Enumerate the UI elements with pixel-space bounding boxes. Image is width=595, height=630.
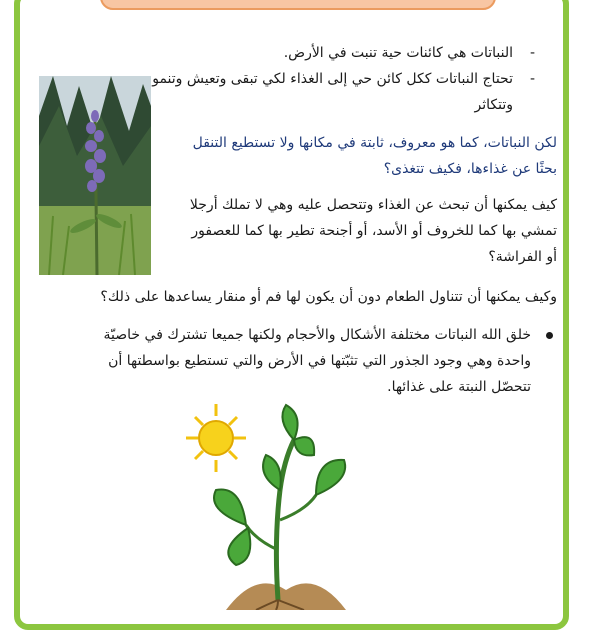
bullet-dot [546, 332, 553, 339]
paragraph-roots [87, 322, 557, 400]
paragraph-eating: وكيف يمكنها أن تتناول الطعام دون أن يكون لها فم أو منقار يساعدها على ذلك؟ [100, 289, 557, 305]
seedling-illustration [186, 400, 356, 610]
paragraph-movement: كيف يمكنها أن تبحث عن الغذاء وتتحصل عليه وهي لا تملك أرجلا تمشي بها كما للخروف أو الأسد، أو أجنحة تطير بها كما للعصفور أو الفراشة؟ [189, 197, 557, 265]
intro-bullet-list [115, 40, 535, 118]
flower-photo [39, 76, 151, 275]
bullet-dash: - [529, 71, 535, 87]
header-banner [100, 0, 496, 10]
bullet-text: النباتات هي كائنات حية تنبت في الأرض. [283, 45, 513, 61]
bullet-item [115, 66, 535, 118]
bullet-item [115, 40, 535, 66]
paragraph-roots-text: خلق الله النباتات مختلفة الأشكال والأحجام ولكنها جميعا تشترك في خاصيّة واحدة وهي وجود الجذور التي تثبّتها في الأرض والتي تستطيع بواسطتها أن تتحصّل النبتة على غذائها. [103, 327, 531, 395]
sun-icon [186, 404, 246, 472]
question-blue: لكن النباتات، كما هو معروف، ثابتة في مكانها ولا تستطيع التنقل بحثًا عن غذاءها، فكيف تتغذى؟ [192, 135, 557, 177]
bullet-text: تحتاج النباتات ككل كائن حي إلى الغذاء لكي تبقى وتعيش وتنمو وتتكاثر [152, 71, 513, 113]
bullet-dash: - [529, 45, 535, 61]
